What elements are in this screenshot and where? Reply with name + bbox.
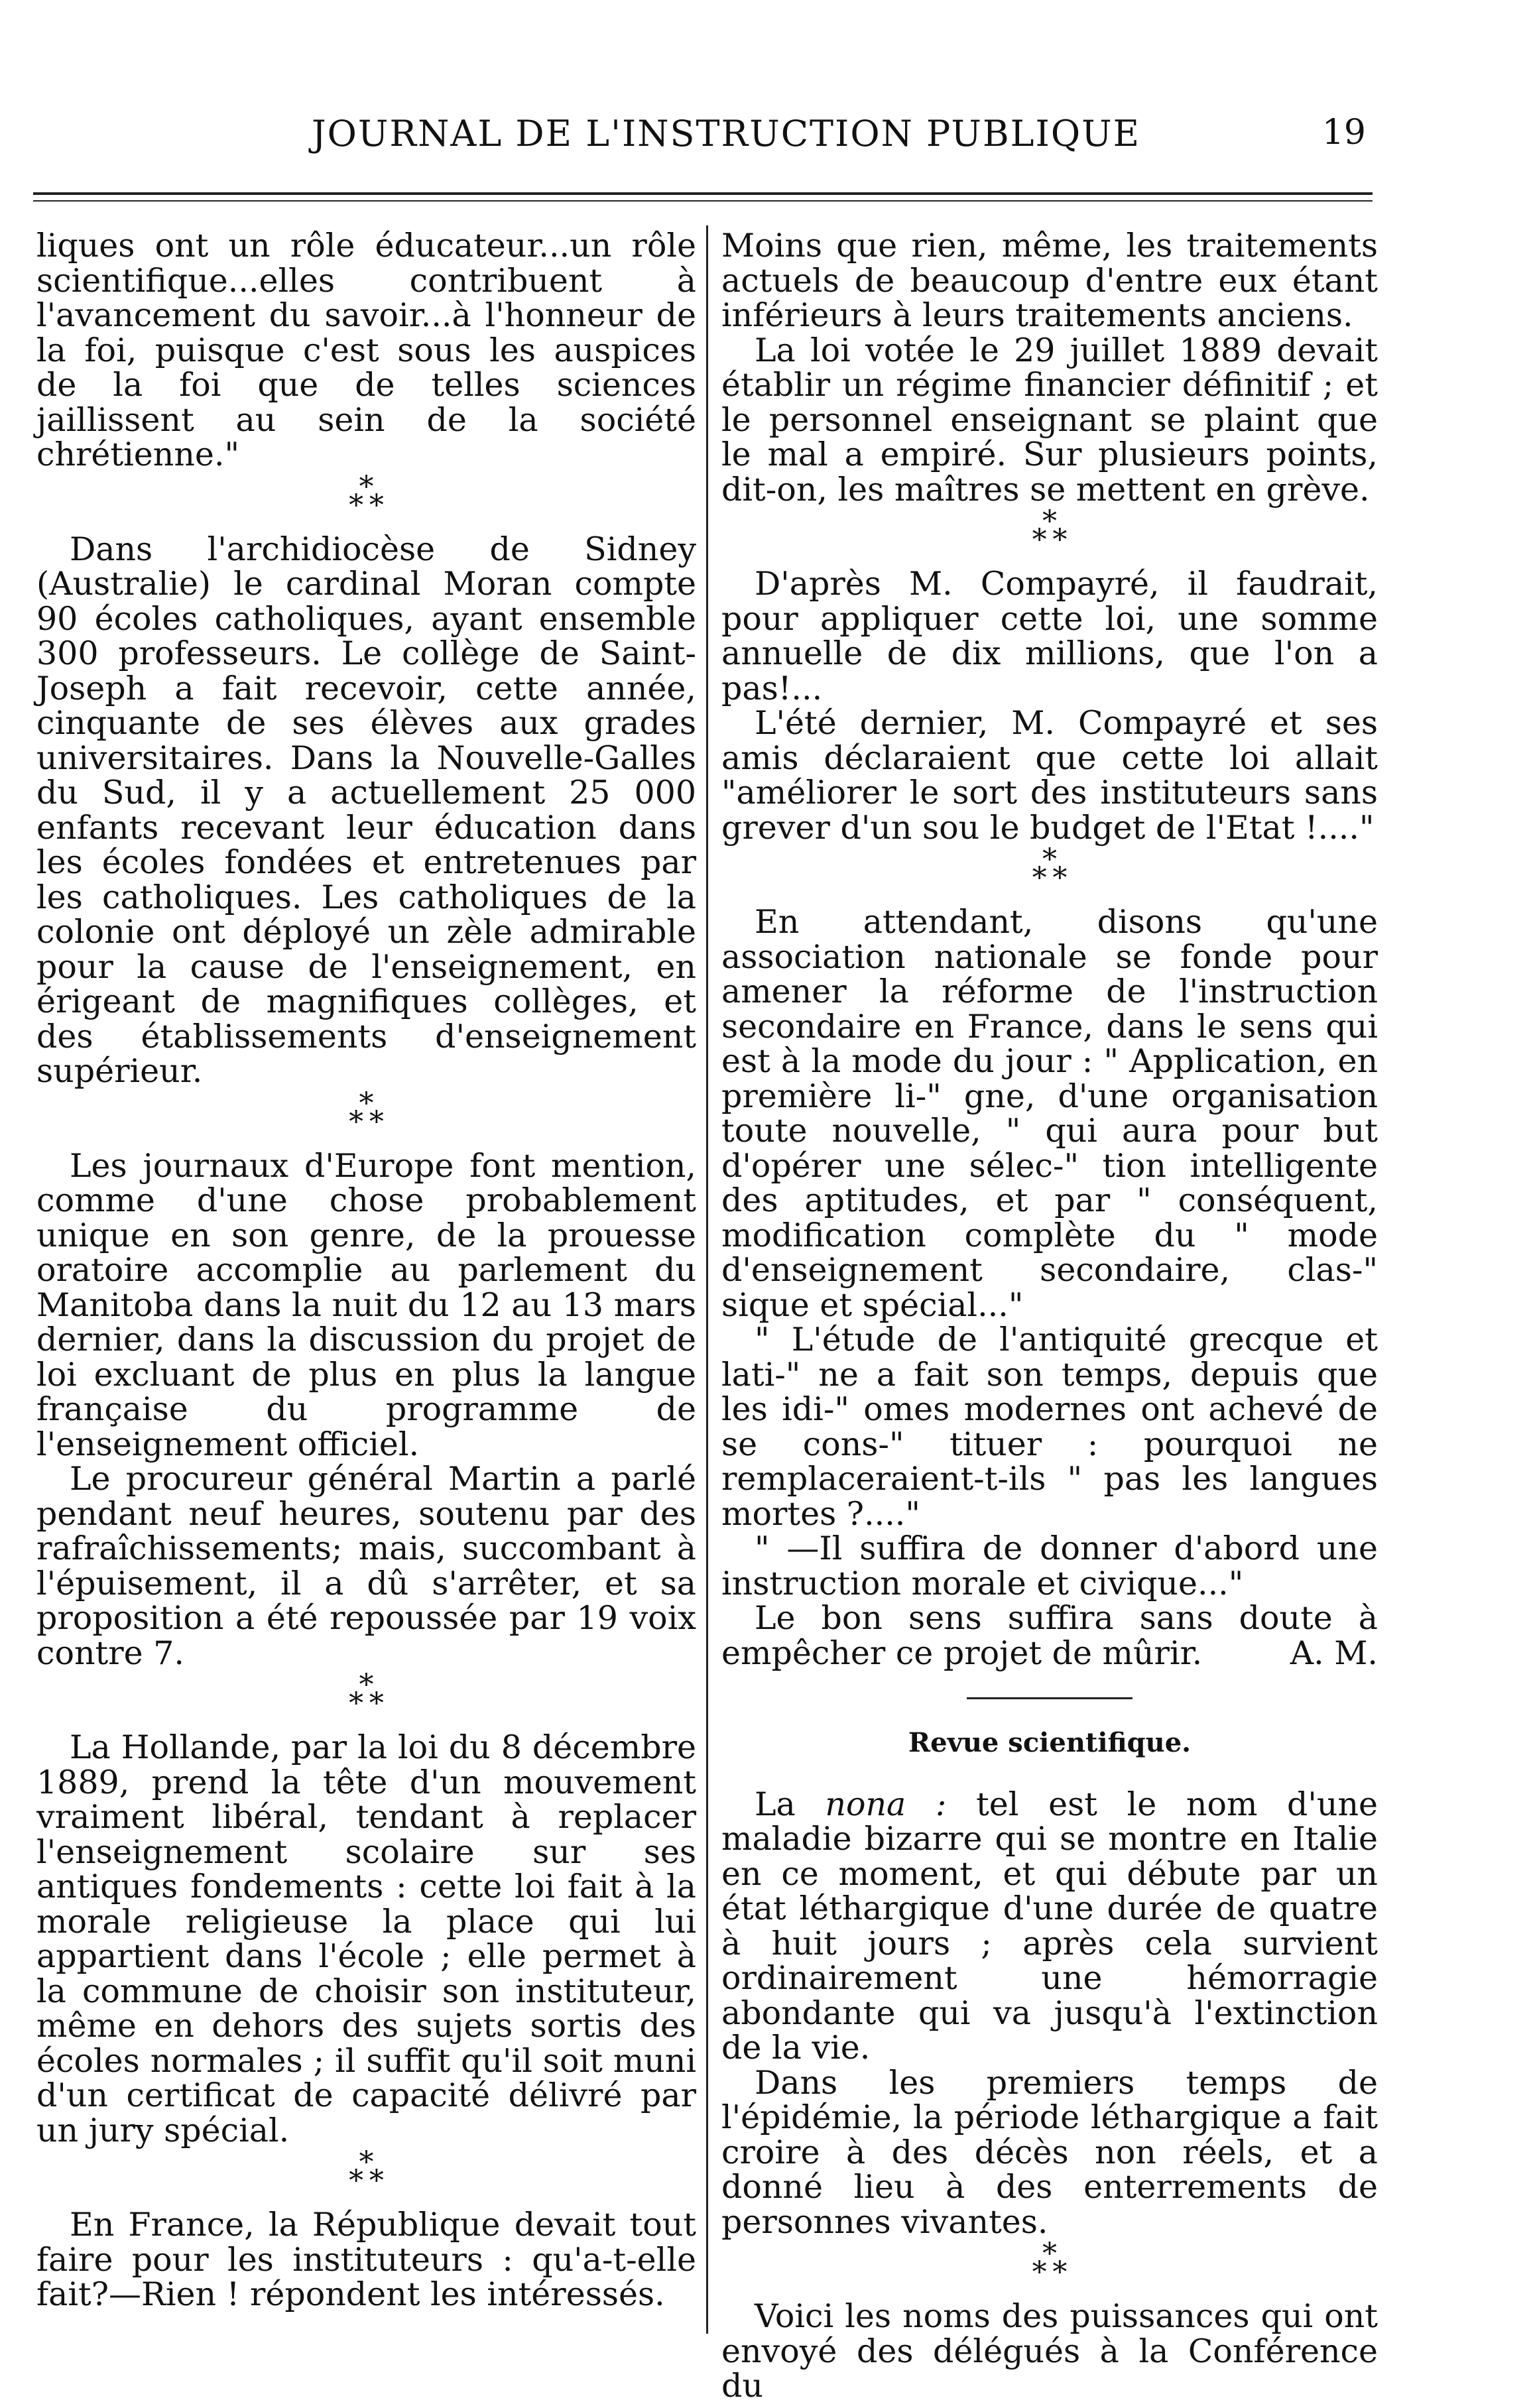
- paragraph: L'été dernier, M. Compayré et ses amis déclaraient que cette loi allait "améliorer le sort des instituteurs sans grever d'un sou le budget de l'Etat !....": [721, 704, 1378, 847]
- paragraph: " —Il suffira de donner d'abord une instruction morale et civique...": [721, 1530, 1378, 1602]
- star: *: [349, 1105, 364, 1139]
- disease-term: nona :: [825, 1785, 947, 1823]
- star: *: [1052, 2256, 1068, 2289]
- asterism-separator: [36, 2145, 696, 2208]
- star: *: [349, 488, 364, 522]
- paragraph: [721, 1601, 1378, 1671]
- left-column: [36, 229, 696, 2313]
- star: *: [1042, 2237, 1057, 2271]
- star: *: [1032, 2256, 1047, 2289]
- paragraph-text: Le bon sens suffira sans doute à empêcher ce projet de mûrir.: [721, 1599, 1378, 1672]
- star: *: [359, 469, 374, 504]
- star: *: [1052, 523, 1068, 557]
- star: *: [369, 1687, 384, 1720]
- asterism-separator: [721, 2237, 1378, 2299]
- star: *: [1052, 861, 1068, 895]
- asterism-separator: [721, 507, 1378, 567]
- star: *: [1042, 505, 1057, 538]
- star: *: [369, 2164, 384, 2198]
- asterism-separator: [36, 1086, 696, 1149]
- running-title: JOURNAL DE L'INSTRUCTION PUBLIQUE: [312, 113, 1141, 154]
- star: *: [359, 2145, 374, 2179]
- paragraph: La Hollande, par la loi du 8 décembre 1889, prend la tête d'un mouvement vraiment libéral, tendant à replacer l'enseignement scolaire sur ses antiques fondements : cette loi fait à la morale religieuse la place qui lui appartient dans l'école ; elle permet à la commune de choisir son instituteur, même en dehors des sujets sortis des écoles normales ; il suffit qu'il soit muni d'un certificat de capacité délivré par un jury spécial.: [36, 1728, 696, 2149]
- paragraph: Voici les noms des puissances qui ont envoyé des délégués à la Conférence du: [721, 2297, 1378, 2405]
- star: *: [1032, 523, 1047, 557]
- paragraph: En attendant, disons qu'une association nationale se fonde pour amener la réforme de l'instruction secondaire en France, dans le sens qui est à la mode du jour : " Application, en première li-" gne, d'une organisation toute nouvelle, " qui aura pour but d'opérer une sélec-" tion intelligente des aptitudes, et par " conséquent, modification complète du " mode d'enseignement secondaire, clas-" sique et spécial...": [721, 903, 1378, 1324]
- asterism-separator: [36, 469, 696, 532]
- star: *: [359, 1668, 374, 1702]
- asterism-separator: [721, 845, 1378, 905]
- section-rule: [967, 1697, 1133, 1699]
- star: *: [369, 1105, 384, 1139]
- star: *: [349, 2164, 364, 2198]
- paragraph: " L'étude de l'antiquité grecque et lati-" ne a fait son temps, depuis que les idi-" omes modernes ont achevé de se cons-" tituer : pourquoi ne remplaceraient-t-ils " pas les langues mortes ?....": [721, 1321, 1378, 1533]
- paragraph: En France, la République devait tout faire pour les instituteurs : qu'a-t-elle fait?—Rien ! répondent les intéressés.: [36, 2206, 696, 2313]
- column-divider: [706, 225, 708, 2334]
- star: *: [359, 1086, 374, 1120]
- paragraph: liques ont un rôle éducateur...un rôle scientifique...elles contribuent à l'avancement du savoir...à l'honneur de la foi, puisque c'est sous les auspices de la foi que de telles sciences jaillissent au sein de la société chrétienne.": [36, 227, 696, 473]
- section-title: Revue scientifique.: [908, 1727, 1192, 1758]
- star: *: [349, 1687, 364, 1720]
- paragraph: Dans les premiers temps de l'épidémie, la période léthargique a fait croire à des décès non réels, et a donné lieu à des enterrements de personnes vivantes.: [721, 2063, 1378, 2241]
- paragraph-lead: La: [755, 1785, 796, 1823]
- author-signature: A. M.: [1290, 1634, 1378, 1672]
- star: *: [1042, 843, 1057, 876]
- paragraph: La loi votée le 29 juillet 1889 devait établir un régime financier définitif ; et le personnel enseignant se plaint que le mal a empiré. Sur plusieurs points, dit-on, les maîtres se mettent en grève.: [721, 331, 1378, 509]
- star: *: [369, 488, 384, 522]
- asterism-separator: [36, 1668, 696, 1730]
- paragraph-text: tel est le nom d'une maladie bizarre qui se montre en Italie en ce moment, et qui débute par un état léthargique d'une durée de quatre à huit jours ; après cela survient ordinairement une hémorragie abondante qui va jusqu'à l'extinction de la vie.: [721, 1785, 1378, 2067]
- paragraph: D'après M. Compayré, il faudrait, pour appliquer cette loi, une somme annuelle de dix millions, que l'on a pas!...: [721, 565, 1378, 707]
- paragraph: [721, 1787, 1378, 2066]
- header-rule: [33, 192, 1373, 195]
- right-column: [721, 229, 1378, 2404]
- paragraph: Les journaux d'Europe font mention, comme d'une chose probablement unique en son genre, de la prouesse oratoire accomplie au parlement du Manitoba dans la nuit du 12 au 13 mars dernier, dans la discussion du projet de loi excluant de plus en plus la langue française du programme de l'enseignement officiel.: [36, 1146, 696, 1463]
- star: *: [1032, 861, 1047, 895]
- page-number: 19: [1321, 113, 1366, 152]
- page-header: [192, 113, 1366, 166]
- paragraph: Le procureur général Martin a parlé pendant neuf heures, soutenu par des rafraîchissements; mais, succombant à l'épuisement, il a dû s'arrêter, et sa proposition a été repoussée par 19 voix contre 7.: [36, 1460, 696, 1672]
- header-rule-thin: [33, 200, 1373, 202]
- paragraph: Moins que rien, même, les traitements actuels de beaucoup d'entre eux étant inférieurs à leurs traitements anciens.: [721, 227, 1378, 334]
- paragraph: Dans l'archidiocèse de Sidney (Australie) le cardinal Moran compte 90 écoles catholiques, ayant ensemble 300 professeurs. Le collège de Saint-Joseph a fait recevoir, cette année, cinquante de ses élèves aux grades universitaires. Dans la Nouvelle-Galles du Sud, il y a actuellement 25 000 enfants recevant leur éducation dans les écoles fondées et entretenues par les catholiques. Les catholiques de la colonie ont déployé un zèle admirable pour la cause de l'enseignement, en érigeant de magnifiques collèges, et des établissements d'enseignement supérieur.: [36, 530, 696, 1090]
